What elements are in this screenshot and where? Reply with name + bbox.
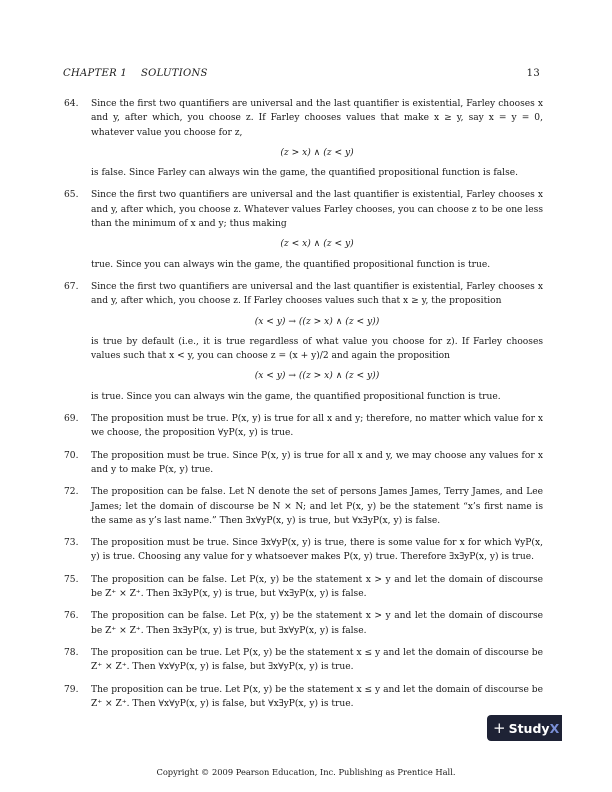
page-number: 13 <box>526 68 540 79</box>
solution-text: true. Since you can always win the game, the quantified propositional function is true. <box>91 259 491 270</box>
problem-number: 67. <box>64 281 79 292</box>
problem-number: 76. <box>64 611 79 622</box>
solution-64 <box>64 97 543 180</box>
problem-number: 69. <box>64 414 79 425</box>
solution-text: The proposition can be false. Let P(x, y) be the statement x > y and let the domain of discourse be Z⁺ × Z⁺. Then ∃x∃yP(x, y) is true, but ∀x∃yP(x, y) is false. <box>91 574 543 600</box>
problem-number: 78. <box>64 647 79 658</box>
problem-number: 79. <box>64 684 79 695</box>
problem-number: 65. <box>64 190 79 201</box>
logo-text-accent: X <box>549 721 560 736</box>
solution-65 <box>64 188 543 271</box>
display-formula: (x < y) → ((z > x) ∧ (z < y)) <box>254 371 380 382</box>
solution-78 <box>64 646 543 675</box>
solution-76 <box>64 609 543 638</box>
logo-text: Study <box>508 721 550 736</box>
solution-text: Since the first two quantifiers are universal and the last quantifier is existential, Farley chooses x and y, after which, you choose z. If Farley chooses values such that x ≥ y, the proposition <box>91 281 543 307</box>
solutions-list <box>64 97 543 719</box>
display-formula: (z > x) ∧ (z < y) <box>280 147 354 158</box>
solution-text: The proposition must be true. P(x, y) is true for all x and y; therefore, no matter which value for x we choose, the proposition ∀yP(x, y) is true. <box>91 414 543 439</box>
solution-79 <box>64 683 543 712</box>
solution-73 <box>64 536 543 565</box>
solution-text: Since the first two quantifiers are universal and the last quantifier is existential, Farley chooses x and y, after which, you choose z. If Farley chooses values that make x ≥ y, say x = y = 0, whatever value you choose for z, <box>91 99 543 138</box>
display-formula: (z < x) ∧ (z < y) <box>280 239 354 250</box>
solution-text: Since the first two quantifiers are universal and the last quantifier is existential, Farley chooses x and y, after which, you choose z. Whatever values Farley chooses, you can choose z to be one less than the minimum of x and y; thus making <box>91 190 543 230</box>
solution-69 <box>64 412 543 441</box>
problem-number: 70. <box>64 450 79 461</box>
problem-number: 72. <box>64 487 79 498</box>
solution-text: is false. Since Farley can always win the game, the quantified propositional function is false. <box>91 168 519 179</box>
solution-text: The proposition must be true. Since P(x, y) is true for all x and y, we may choose any values for x and y to make P(x, y) true. <box>91 450 543 475</box>
solution-text: The proposition can be false. Let N denote the set of persons James James, Terry James, and Lee James; let the domain of discourse be N × N; and let P(x, y) be the statement “x’s first name is the same as y’s last name.” Then ∃x∀yP(x, y) is true, but ∀x∃yP(x, y) is false. <box>91 487 543 526</box>
solution-text: is true by default (i.e., it is true regardless of what value you choose for z). If Farley chooses values such that x < y, you can choose z = (x + y)/2 and again the proposition <box>91 336 543 362</box>
solution-72 <box>64 485 543 528</box>
problem-number: 64. <box>64 99 79 109</box>
problem-number: 75. <box>64 574 79 585</box>
solution-75 <box>64 573 543 602</box>
running-header <box>63 68 540 79</box>
solution-text: The proposition can be true. Let P(x, y) be the statement x ≤ y and let the domain of discourse be Z⁺ × Z⁺. Then ∀x∀yP(x, y) is false, but ∃x∀yP(x, y) is true. <box>91 647 543 673</box>
display-formula: (x < y) → ((z > x) ∧ (z < y)) <box>254 316 380 327</box>
solution-67 <box>64 280 543 404</box>
copyright-footer: Copyright © 2009 Pearson Education, Inc. Publishing as Prentice Hall. <box>156 767 456 777</box>
solution-text: The proposition can be false. Let P(x, y) be the statement x > y and let the domain of discourse be Z⁺ × Z⁺. Then ∃x∃yP(x, y) is true, but ∃x∀yP(x, y) is false. <box>91 611 543 636</box>
solution-70 <box>64 449 543 478</box>
studyx-logo[interactable] <box>487 715 562 741</box>
problem-number: 73. <box>64 538 79 549</box>
solution-text: The proposition can be true. Let P(x, y) be the statement x ≤ y and let the domain of discourse be Z⁺ × Z⁺. Then ∀x∀yP(x, y) is false, but ∀x∃yP(x, y) is true. <box>91 684 543 709</box>
solution-text: is true. Since you can always win the game, the quantified propositional function is true. <box>91 391 501 402</box>
plus-icon: + <box>493 719 506 737</box>
chapter-title: CHAPTER 1 SOLUTIONS <box>63 68 208 79</box>
solution-text: The proposition must be true. Since ∃x∀yP(x, y) is true, there is some value for x for which ∀yP(x, y) is true. Choosing any value for y whatsoever makes P(x, y) true. Therefore ∃x∃yP(x, y) is true. <box>91 538 543 563</box>
